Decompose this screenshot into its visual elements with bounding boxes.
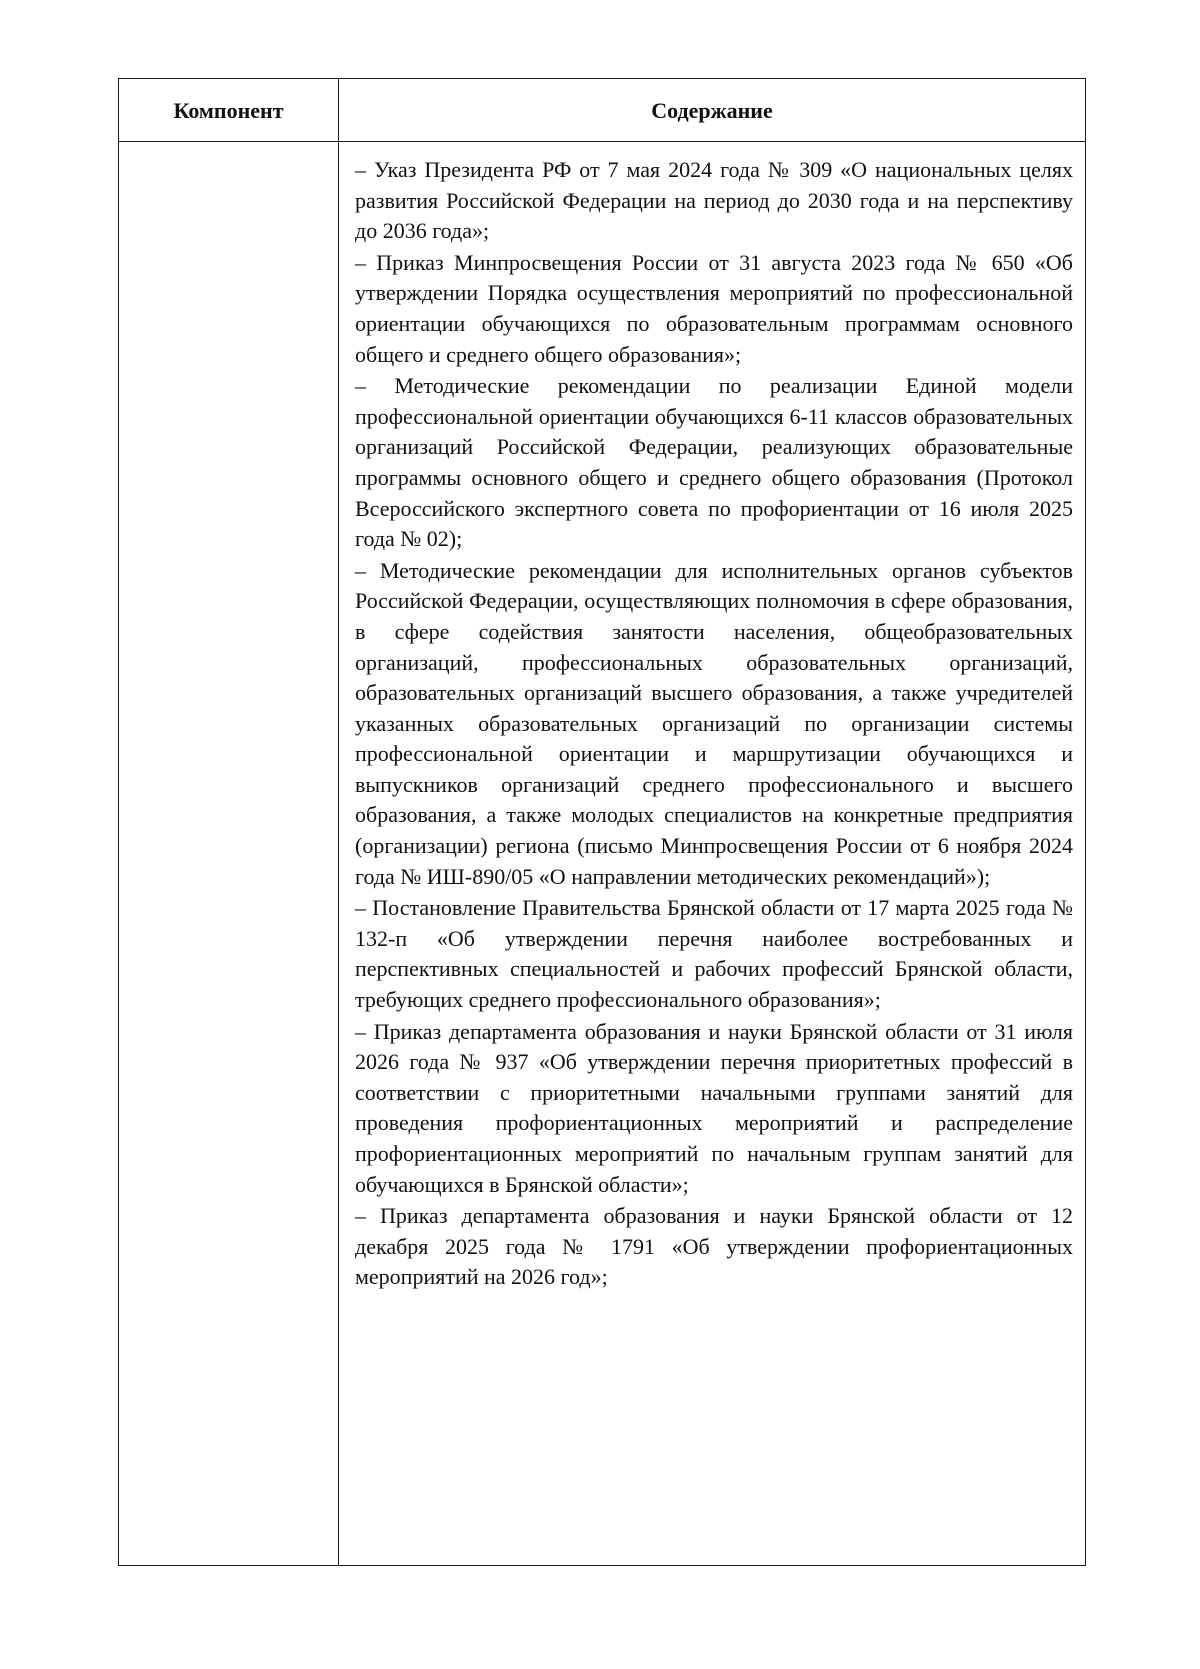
- content-cell: [355, 155, 1073, 1294]
- list-item: – Приказ департамента образования и науки Брянской области от 31 июля 2026 года № 937 «Об утверждении перечня приоритетных профессий в соответствии с приоритетными начальными группами занятий для проведения профориентационных мероприятий и распределение профориентационных мероприятий по начальным группам занятий для обучающихся в Брянской области»;: [355, 1018, 1073, 1197]
- list-item: – Методические рекомендации для исполнительных органов субъектов Российской Федерации, осуществляющих полномочия в сфере образования, в сфере содействия занятости населения, общеобразовательных организаций, профессиональных образовательных организаций, образовательных организаций высшего образования, а также учредителей указанных образовательных организаций по организации системы профессиональной ориентации и маршрутизации обучающихся и выпускников организаций среднего профессионального и высшего образования, а также молодых специалистов на конкретные предприятия (организации) региона (письмо Минпросвещения России от 6 ноября 2024 года № ИШ-890/05 «О направлении методических рекомендаций»);: [355, 557, 1073, 889]
- list-item: – Указ Президента РФ от 7 мая 2024 года № 309 «О национальных целях развития Российской Федерации на период до 2030 года и на перспективу до 2036 года»;: [355, 157, 1073, 244]
- column-divider: [338, 79, 339, 1565]
- list-item: – Приказ департамента образования и науки Брянской области от 12 декабря 2025 года № 1791 «Об утверждении профориентационных мероприятий на 2026 год»;: [355, 1203, 1073, 1290]
- header-content: Содержание: [651, 98, 773, 123]
- header-component: Компонент: [173, 98, 284, 123]
- list-item: – Методические рекомендации по реализации Единой модели профессиональной ориентации обучающихся 6-11 классов образовательных организаций Российской Федерации, реализующих образовательные программы основного общего и среднего общего образования (Протокол Всероссийского экспертного совета по профориентации от 16 июля 2025 года № 02);: [355, 373, 1073, 552]
- document-table: [118, 78, 1086, 1566]
- table-header-row: [119, 79, 1085, 142]
- list-item: – Постановление Правительства Брянской области от 17 марта 2025 года № 132-п «Об утверждении перечня наиболее востребованных и перспективных специальностей и рабочих профессий Брянской области, требующих среднего профессионального образования»;: [355, 895, 1073, 1013]
- list-item: – Приказ Минпросвещения России от 31 августа 2023 года № 650 «Об утверждении Порядка осуществления мероприятий по профессиональной ориентации обучающихся по образовательным программам основного общего и среднего общего образования»;: [355, 249, 1073, 367]
